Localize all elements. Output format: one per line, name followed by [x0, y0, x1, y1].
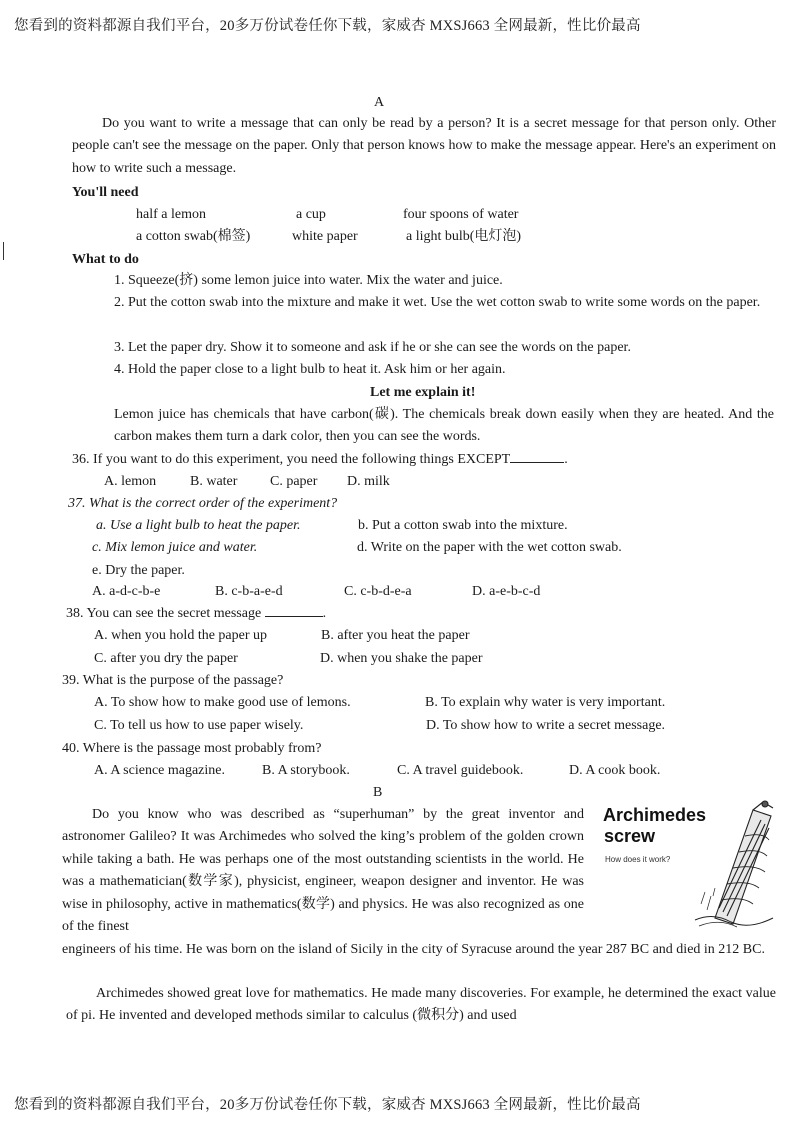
- option: C. c-b-d-e-a: [344, 584, 412, 599]
- need-heading: You'll need: [72, 185, 139, 200]
- question-36: 36. If you want to do this experiment, you need the following things EXCEPT .: [72, 452, 568, 467]
- order-item: d. Write on the paper with the wet cotton swab.: [357, 540, 622, 555]
- option: B. c-b-a-e-d: [215, 584, 283, 599]
- archimedes-screw-illustration: [603, 800, 779, 930]
- step-item: 4. Hold the paper close to a light bulb to heat it. Ask him or her again.: [114, 362, 506, 377]
- passage-a-intro: Do you want to write a message that can only be read by a person? It is a secret message for that person only. Other people can't see the message on the paper. Only that person knows how to make the message appear. Here's an experiment on how to write such a message.: [72, 116, 776, 176]
- option: B. water: [190, 474, 238, 489]
- bottom-watermark-banner: 您看到的资料都源自我们平台，20多万份试卷任你下载，家威杏 MXSJ663 全网最新，性比价最高: [14, 1097, 641, 1113]
- answer-blank: [265, 604, 323, 617]
- step-item: 3. Let the paper dry. Show it to someone and ask if he or she can see the words on the paper.: [114, 340, 631, 355]
- figure-title-line-1: Archimedes: [603, 805, 707, 825]
- option: A. a-d-c-b-e: [92, 584, 161, 599]
- option: B. To explain why water is very important.: [425, 695, 666, 710]
- question-37-stem: 37. What is the correct order of the experiment?: [68, 496, 338, 511]
- step-item: 2. Put the cotton swab into the mixture and make it wet. Use the wet cotton swab to write some words on the paper.: [114, 295, 761, 310]
- explain-text: Lemon juice has chemicals that have carbon(碳). The chemicals break down easily when they are heated. And the carbon makes them turn a dark color, then you can see the words.: [114, 407, 774, 445]
- option: D. To show how to write a secret message.: [426, 718, 666, 733]
- order-item: b. Put a cotton swab into the mixture.: [358, 518, 568, 533]
- order-item: e. Dry the paper.: [92, 563, 185, 578]
- passage-b-paragraph-1: Do you know who was described as “superhuman” by the great inventor and astronomer Galileo? It was Archimedes who solved the king’s problem of the golden crown while taking a bath. He was perhaps one of the most outstanding scientists in the world. He was a mathematician(数学家), physicist, engineer, weapon designer and inventor. He was wise in philosophy, active in mathematics(数学) and physics. He was also recognized as one of the finest: [62, 807, 584, 935]
- need-item: four spoons of water: [403, 207, 519, 222]
- need-item: white paper: [292, 229, 358, 244]
- top-watermark-banner: 您看到的资料都源自我们平台，20多万份试卷任你下载，家威杏 MXSJ663 全网最新，性比价最高: [14, 18, 641, 34]
- archimedes-screw-figure: [603, 800, 779, 930]
- option: D. milk: [347, 474, 390, 489]
- option: D. A cook book.: [569, 763, 661, 778]
- need-item: half a lemon: [136, 207, 206, 222]
- passage-b-paragraph-1-continued: engineers of his time. He was born on the island of Sicily in the city of Syracuse around the year 287 BC and died in 212 BC.: [62, 942, 765, 957]
- passage-b-paragraph-2: Archimedes showed great love for mathematics. He made many discoveries. For example, he determined the exact value of pi. He invented and developed methods similar to calculus (微积分) and used: [66, 986, 776, 1024]
- option: D. a-e-b-c-d: [472, 584, 541, 599]
- question-38: 38. You can see the secret message .: [66, 606, 327, 621]
- passage-b-heading: B: [373, 785, 383, 800]
- option: A. when you hold the paper up: [94, 628, 268, 643]
- option: C. after you dry the paper: [94, 651, 238, 666]
- question-39-stem: 39. What is the purpose of the passage?: [62, 673, 284, 688]
- option: A. To show how to make good use of lemons.: [94, 695, 351, 710]
- question-38-stem: 38. You can see the secret message: [66, 606, 262, 621]
- need-item: a cup: [296, 207, 326, 222]
- margin-mark: [3, 242, 4, 260]
- option: B. A storybook.: [262, 763, 350, 778]
- figure-caption: How does it work?: [605, 855, 671, 864]
- option: D. when you shake the paper: [320, 651, 483, 666]
- option: C. paper: [270, 474, 318, 489]
- option: B. after you heat the paper: [321, 628, 470, 643]
- option: A. lemon: [104, 474, 157, 489]
- option: A. A science magazine.: [94, 763, 226, 778]
- order-item: a. Use a light bulb to heat the paper.: [96, 518, 301, 533]
- figure-title-line-2: screw: [604, 826, 656, 846]
- question-36-stem: 36. If you want to do this experiment, you need the following things EXCEPT: [72, 452, 511, 467]
- need-item: a light bulb(电灯泡): [406, 229, 522, 244]
- question-40-stem: 40. Where is the passage most probably from?: [62, 741, 322, 756]
- answer-blank: [510, 450, 564, 463]
- order-item: c. Mix lemon juice and water.: [92, 540, 258, 555]
- passage-a-heading: A: [374, 95, 385, 110]
- todo-heading: What to do: [72, 252, 139, 267]
- option: C. A travel guidebook.: [397, 763, 524, 778]
- need-item: a cotton swab(棉签): [136, 229, 251, 244]
- option: C. To tell us how to use paper wisely.: [94, 718, 304, 733]
- step-item: 1. Squeeze(挤) some lemon juice into water. Mix the water and juice.: [114, 273, 503, 288]
- explain-heading: Let me explain it!: [370, 385, 476, 400]
